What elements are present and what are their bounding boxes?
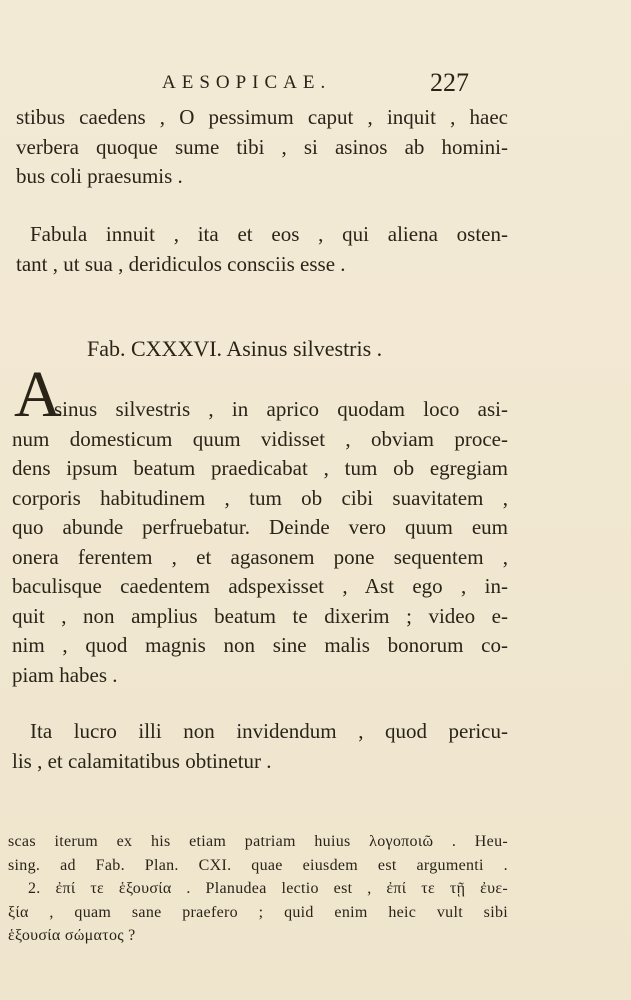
paragraph-moral-previous	[16, 220, 508, 279]
drop-cap: A	[14, 358, 62, 431]
note-line: ξία , quam sane praefero ; quid enim heic vult sibi	[8, 903, 508, 921]
page-header	[0, 68, 631, 102]
text-line: verbera quoque sume tibi , si asinos ab homini-	[16, 134, 508, 159]
text-line: nim , quod magnis non sine malis bonorum co-	[12, 633, 508, 657]
text-line: piam habes .	[12, 662, 118, 687]
text-line: quo abunde perfruebatur. Deinde vero quum eum	[12, 515, 508, 539]
text-line: tant , ut sua , deridiculos consciis esse .	[16, 251, 346, 276]
note-line: scas iterum ex his etiam patriam huius λογοποιῶ . Heu-	[8, 833, 508, 850]
text-line: dens ipsum beatum praedicabat , tum ob egregiam	[12, 456, 508, 480]
paragraph-continuation	[16, 103, 508, 192]
fable-text	[12, 395, 508, 690]
running-title: AESOPICAE.	[162, 72, 332, 93]
text-line: stibus caedens , O pessimum caput , inquit , haec	[16, 105, 508, 129]
text-line: corporis habitudinem , tum ob cibi suavitatem ,	[12, 485, 508, 510]
text-line: Ita lucro illi non invidendum , quod pericu-	[30, 719, 508, 743]
footnotes	[8, 830, 508, 948]
text-line: Fabula innuit , ita et eos , qui aliena osten-	[30, 222, 508, 246]
text-line: lis , et calamitatibus obtinetur .	[12, 748, 272, 773]
fable-title: Fab. CXXXVI. Asinus silvestris .	[87, 336, 383, 361]
text-line: onera ferentem , et agasonem pone sequentem ,	[12, 544, 508, 569]
note-line: ἑξουσία σώματος ?	[8, 927, 136, 944]
text-line: baculisque caedentem adspexisset , Ast ego , in-	[12, 574, 508, 598]
text-line: sinus silvestris , in aprico quodam loco asi-	[54, 397, 508, 421]
text-line: quit , non amplius beatum te dixerim ; video e-	[12, 603, 508, 628]
page-number: 227	[430, 68, 469, 97]
text-line: bus coli praesumis .	[16, 164, 183, 188]
note-line: sing. ad Fab. Plan. CXI. quae eiusdem est argumenti .	[8, 856, 508, 874]
text-line: num domesticum quum vidisset , obviam proce-	[12, 426, 508, 451]
note-line: 2. ἐπί τε ἑξουσία . Planudea lectio est , ἐπί τε τῇ ἐυε-	[28, 880, 508, 897]
fable-moral	[12, 717, 508, 776]
